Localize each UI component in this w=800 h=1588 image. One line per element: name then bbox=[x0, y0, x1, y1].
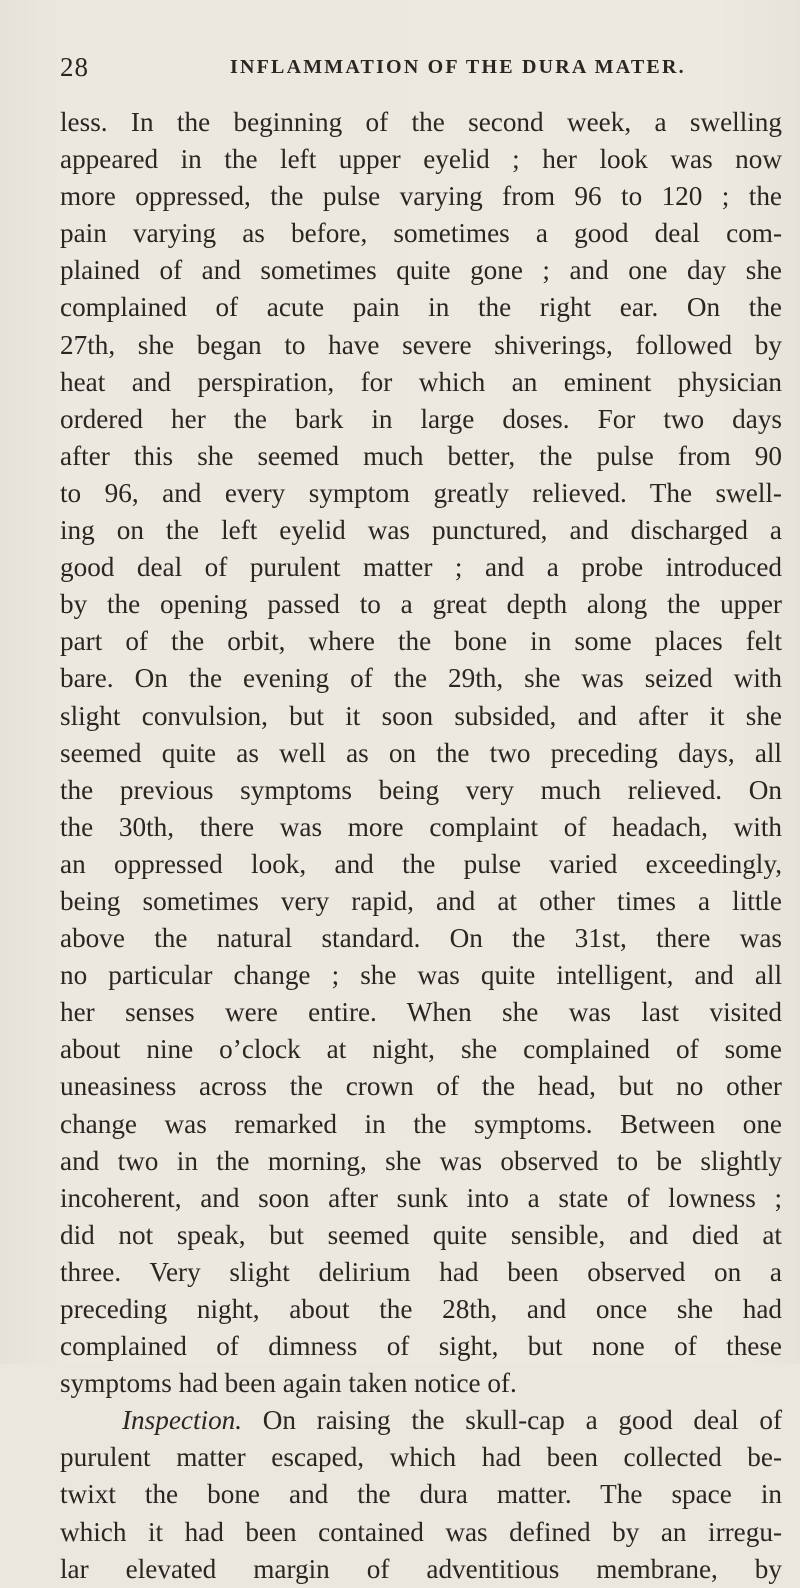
text-line: lar elevated margin of adventitious membrane, by bbox=[60, 1553, 782, 1584]
text-line: the previous symptoms being very much relieved. On bbox=[60, 774, 782, 805]
text-line: being sometimes very rapid, and at other times a little bbox=[60, 885, 782, 916]
page-number: 28 bbox=[60, 52, 89, 82]
text-line: less. In the beginning of the second week, a swelling bbox=[60, 107, 782, 137]
text-line: did not speak, but seemed quite sensible, and died at bbox=[60, 1219, 782, 1250]
text-line: 27th, she began to have severe shiverings, followed by bbox=[60, 329, 782, 360]
text-line: which it had been contained was defined by an irregu- bbox=[60, 1516, 782, 1547]
text-line: no particular change ; she was quite intelligent, and all bbox=[60, 960, 782, 991]
text-line: heat and perspiration, for which an eminent physician bbox=[60, 366, 782, 397]
text-line: plained of and sometimes quite gone ; and one day she bbox=[60, 255, 782, 286]
text-line: and two in the morning, she was observed to be slightly bbox=[60, 1145, 782, 1176]
body-text bbox=[60, 104, 782, 1588]
text-line: complained of acute pain in the right ear. On the bbox=[60, 292, 782, 323]
text-line: three. Very slight delirium had been observed on a bbox=[60, 1256, 782, 1287]
text-line: change was remarked in the symptoms. Between one bbox=[60, 1108, 782, 1139]
text-line: slight convulsion, but it soon subsided, and after it she bbox=[60, 700, 782, 731]
text-line: ing on the left eyelid was punctured, and discharged a bbox=[60, 515, 782, 546]
text-line: ordered her the bark in large doses. For two days bbox=[60, 403, 782, 434]
text-line: incoherent, and soon after sunk into a state of lowness ; bbox=[60, 1182, 782, 1213]
text-line: appeared in the left upper eyelid ; her look was now bbox=[60, 144, 782, 175]
text-line: preceding night, about the 28th, and once she had bbox=[60, 1294, 782, 1324]
running-title: INFLAMMATION OF THE DURA MATER. bbox=[230, 56, 686, 78]
text-line: more oppressed, the pulse varying from 96 to 120 ; the bbox=[60, 181, 782, 212]
text-line: above the natural standard. On the 31st, there was bbox=[60, 923, 782, 954]
text-line: after this she seemed much better, the pulse from 90 bbox=[60, 440, 782, 471]
text-line: symptoms had been again taken notice of. bbox=[60, 1368, 517, 1399]
inspection-paragraph-start bbox=[60, 1402, 782, 1439]
text-line: the 30th, there was more complaint of headach, with bbox=[60, 811, 782, 842]
text-line: uneasiness across the crown of the head, but no other bbox=[60, 1071, 782, 1102]
text-line: seemed quite as well as on the two preceding days, all bbox=[60, 737, 782, 768]
text-line: by the opening passed to a great depth along the upper bbox=[60, 589, 782, 620]
text-line: complained of dimness of sight, but none of these bbox=[60, 1331, 782, 1362]
text-line: twixt the bone and the dura matter. The space in bbox=[60, 1479, 782, 1510]
text-line: part of the orbit, where the bone in some places felt bbox=[60, 626, 782, 657]
running-head bbox=[60, 52, 760, 82]
text-line: about nine o’clock at night, she complained of some bbox=[60, 1034, 782, 1065]
inspection-line-text: On raising the skull-cap a good deal of bbox=[242, 1405, 782, 1436]
text-line: an oppressed look, and the pulse varied exceedingly, bbox=[60, 848, 782, 879]
text-line: bare. On the evening of the 29th, she was seized with bbox=[60, 663, 782, 694]
text-line: to 96, and every symptom greatly relieved. The swell- bbox=[60, 477, 782, 508]
text-line: purulent matter escaped, which had been collected be- bbox=[60, 1442, 782, 1473]
inspection-heading: Inspection. bbox=[122, 1405, 243, 1436]
text-line: pain varying as before, sometimes a good deal com- bbox=[60, 218, 782, 249]
text-line: her senses were entire. When she was last visited bbox=[60, 997, 782, 1028]
text-line: good deal of purulent matter ; and a probe introduced bbox=[60, 552, 782, 583]
